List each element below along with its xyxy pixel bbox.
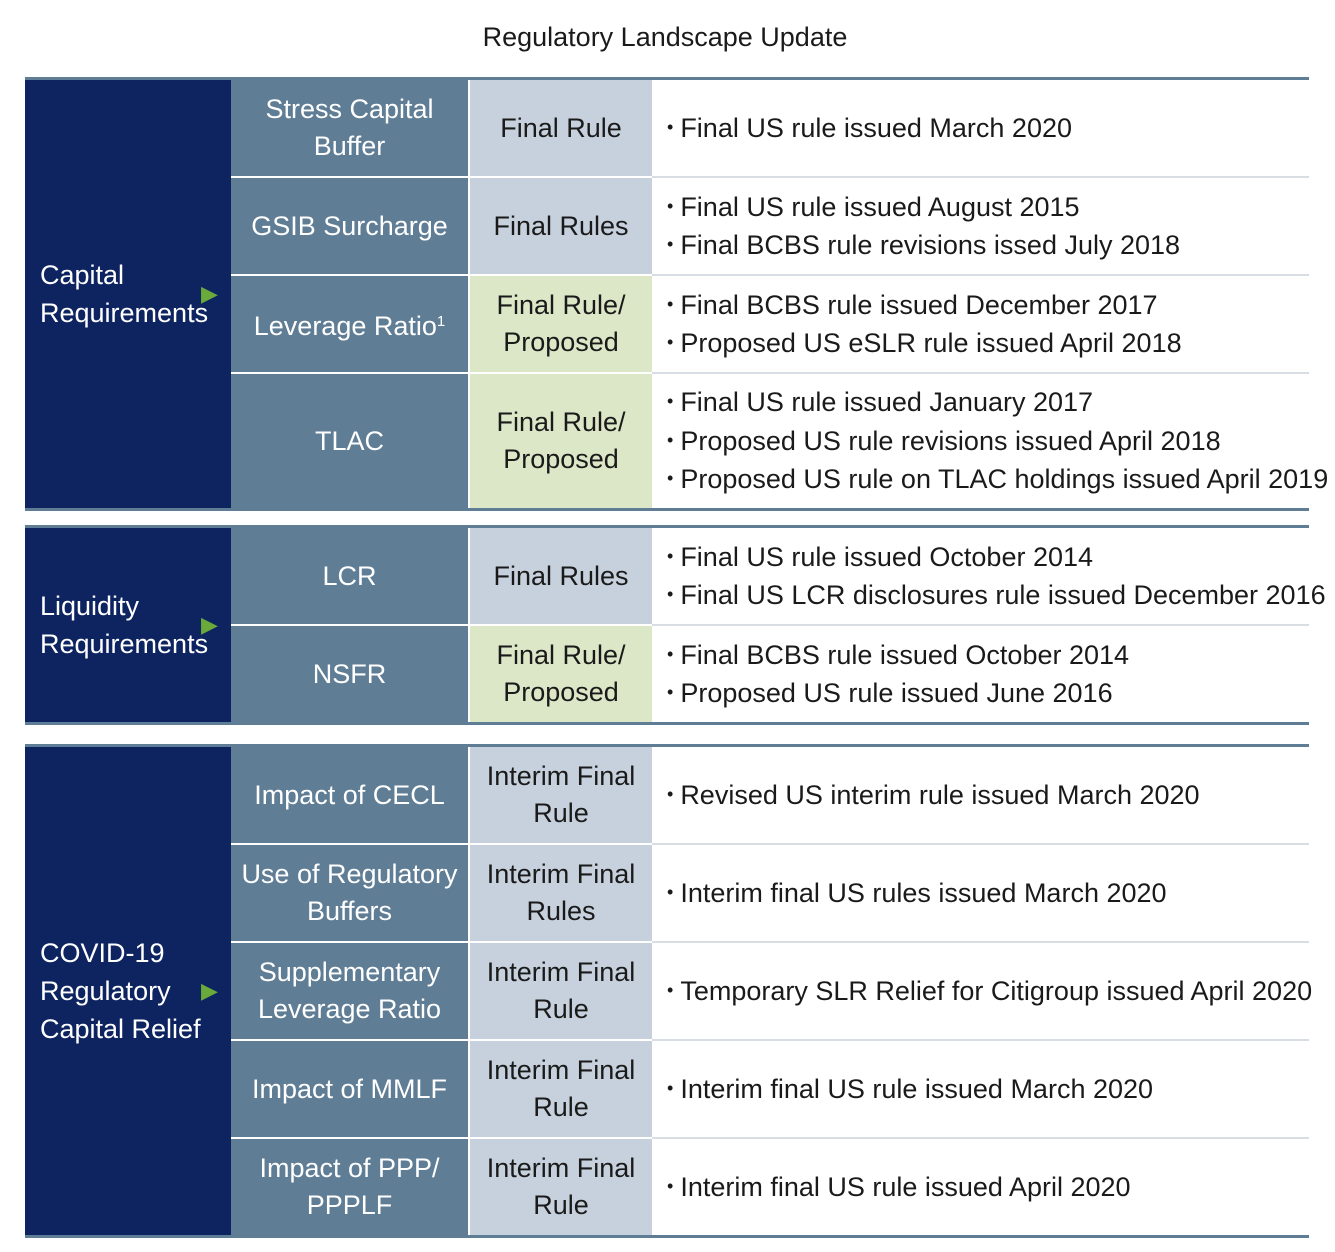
note-text: Final US LCR disclosures rule issued December 2016 <box>680 580 1326 610</box>
table-row <box>231 747 1309 843</box>
bullet-icon: • <box>667 545 674 566</box>
topic-label: Supplementary Leverage Ratio <box>257 957 442 1024</box>
status-cell <box>470 374 652 508</box>
category-label: COVID-19 Regulatory Capital Relief <box>40 938 201 1044</box>
topic-cell <box>231 845 468 941</box>
section <box>25 744 1313 1238</box>
topic-cell <box>231 178 468 274</box>
bullet-icon: • <box>667 332 674 352</box>
list-item <box>667 460 1329 499</box>
topic-label: Impact of MMLF <box>251 1073 448 1104</box>
list-item <box>667 422 1309 461</box>
status-cell <box>470 80 652 176</box>
topic-cell <box>231 276 468 372</box>
section <box>25 525 1326 725</box>
category-cell <box>25 747 231 1235</box>
list-item <box>667 1168 1309 1207</box>
topic-label: Stress Capital Buffer <box>265 94 434 161</box>
bullet-icon: • <box>667 234 674 254</box>
topic-label: Use of Regulatory Buffers <box>241 859 458 926</box>
category-label: Liquidity Requirements <box>40 591 209 659</box>
status-cell <box>470 276 652 372</box>
notes-cell <box>652 747 1309 843</box>
list-item <box>667 972 1313 1011</box>
note-text: Interim final US rule issued March 2020 <box>680 1073 1154 1104</box>
topic-label: GSIB Surcharge <box>251 210 448 241</box>
note-text: Temporary SLR Relief for Citigroup issued April 2020 <box>680 975 1313 1006</box>
topic-cell <box>231 943 468 1039</box>
bullet-icon: • <box>667 1077 674 1098</box>
topic-label: NSFR <box>312 658 387 689</box>
list-item <box>667 383 1309 422</box>
notes-cell <box>652 1139 1309 1235</box>
bullet-icon: • <box>667 1175 674 1196</box>
list-item <box>667 874 1309 913</box>
table-row <box>231 1139 1309 1235</box>
status-label: Final Rule/ Proposed <box>496 290 626 357</box>
topic-cell <box>231 747 468 843</box>
note-text: Proposed US eSLR rule issued April 2018 <box>680 328 1182 358</box>
list-item <box>667 1070 1309 1109</box>
status-label: Interim Final Rule <box>486 1153 636 1220</box>
topic-label: Impact of CECL <box>254 779 445 810</box>
table-row <box>231 845 1309 941</box>
status-label: Final Rules <box>493 560 629 591</box>
list-item <box>667 188 1309 227</box>
notes-cell <box>652 528 1326 624</box>
bullet-icon: • <box>667 293 674 314</box>
topic-cell <box>231 626 468 722</box>
status-label: Final Rule <box>500 112 622 143</box>
topic-cell <box>231 374 468 508</box>
notes-cell <box>652 1041 1309 1137</box>
bullet-icon: • <box>667 643 674 664</box>
status-cell <box>470 626 652 722</box>
topic-cell <box>231 80 468 176</box>
section <box>25 77 1329 511</box>
category-label: Capital Requirements <box>40 260 209 328</box>
section-bottom-rule <box>25 508 1309 511</box>
note-text: Final BCBS rule issued December 2017 <box>680 289 1158 320</box>
list-item <box>667 538 1309 577</box>
arrow-right-icon: ▶ <box>201 281 218 306</box>
footnote-marker: 1 <box>436 313 446 330</box>
status-label: Final Rule/ Proposed <box>496 640 626 707</box>
notes-cell <box>652 80 1309 176</box>
section-bottom-rule <box>25 1235 1309 1238</box>
bullet-icon: • <box>667 783 674 804</box>
status-label: Final Rules <box>493 210 629 241</box>
table-row <box>231 528 1326 624</box>
topic-label: LCR <box>322 560 377 591</box>
table-row <box>231 178 1309 274</box>
table-row <box>231 943 1313 1039</box>
category-cell <box>25 528 231 722</box>
note-text: Proposed US rule on TLAC holdings issued April 2019 <box>680 464 1329 495</box>
arrow-right-icon: ▶ <box>201 978 218 1003</box>
bullet-icon: • <box>667 195 674 216</box>
status-cell <box>470 1041 652 1137</box>
topic-label: Impact of PPP/ PPPLF <box>259 1153 440 1220</box>
list-item <box>667 109 1309 148</box>
table-row <box>231 374 1329 508</box>
notes-cell <box>652 374 1329 508</box>
arrow-right-icon: ▶ <box>201 612 218 637</box>
bullet-icon: • <box>667 979 674 1000</box>
bullet-icon: • <box>667 116 674 137</box>
section-bottom-rule <box>25 722 1309 725</box>
note-text: Final US rule issued October 2014 <box>680 541 1094 572</box>
table-row <box>231 626 1309 722</box>
note-text: Interim final US rule issued April 2020 <box>680 1171 1131 1202</box>
status-cell <box>470 845 652 941</box>
topic-cell <box>231 1041 468 1137</box>
status-cell <box>470 943 652 1039</box>
status-cell <box>470 178 652 274</box>
topic-label: TLAC <box>314 425 385 456</box>
topic-cell <box>231 528 468 624</box>
list-item <box>667 674 1309 713</box>
notes-cell <box>652 276 1309 372</box>
list-item <box>667 226 1309 265</box>
page-title: Regulatory Landscape Update <box>482 22 848 52</box>
topic-cell <box>231 1139 468 1235</box>
status-label: Interim Final Rule <box>486 1055 636 1122</box>
list-item <box>667 636 1309 675</box>
note-text: Final BCBS rule revisions issed July 2018 <box>680 230 1181 260</box>
status-label: Final Rule/ Proposed <box>496 407 626 474</box>
bullet-icon: • <box>667 881 674 902</box>
status-cell <box>470 528 652 624</box>
bullet-icon: • <box>667 682 674 702</box>
status-cell <box>470 747 652 843</box>
status-cell <box>470 1139 652 1235</box>
notes-cell <box>652 178 1309 274</box>
list-item <box>667 324 1309 363</box>
list-item <box>667 776 1309 815</box>
status-label: Interim Final Rules <box>486 859 636 926</box>
bullet-icon: • <box>667 391 674 412</box>
note-text: Revised US interim rule issued March 2020 <box>680 779 1200 810</box>
list-item <box>667 576 1326 615</box>
status-label: Interim Final Rule <box>486 761 636 828</box>
note-text: Proposed US rule revisions issued April 2018 <box>680 425 1221 456</box>
notes-cell <box>652 626 1309 722</box>
note-text: Interim final US rules issued March 2020 <box>680 877 1167 908</box>
topic-label: Leverage Ratio$^1$ <box>253 311 446 341</box>
bullet-icon: • <box>667 468 674 489</box>
list-item <box>667 286 1309 325</box>
note-text: Final US rule issued January 2017 <box>680 387 1094 418</box>
category-cell <box>25 80 231 508</box>
bullet-icon: • <box>667 429 674 450</box>
note-text: Proposed US rule issued June 2016 <box>680 678 1113 708</box>
note-text: Final US rule issued August 2015 <box>680 191 1080 222</box>
notes-cell <box>652 943 1313 1039</box>
bullet-icon: • <box>667 584 674 604</box>
note-text: Final US rule issued March 2020 <box>680 112 1072 143</box>
note-text: Final BCBS rule issued October 2014 <box>680 639 1130 670</box>
table-row <box>231 276 1309 372</box>
table-row <box>231 80 1309 176</box>
status-label: Interim Final Rule <box>486 957 636 1024</box>
notes-cell <box>652 845 1309 941</box>
table-row <box>231 1041 1309 1137</box>
